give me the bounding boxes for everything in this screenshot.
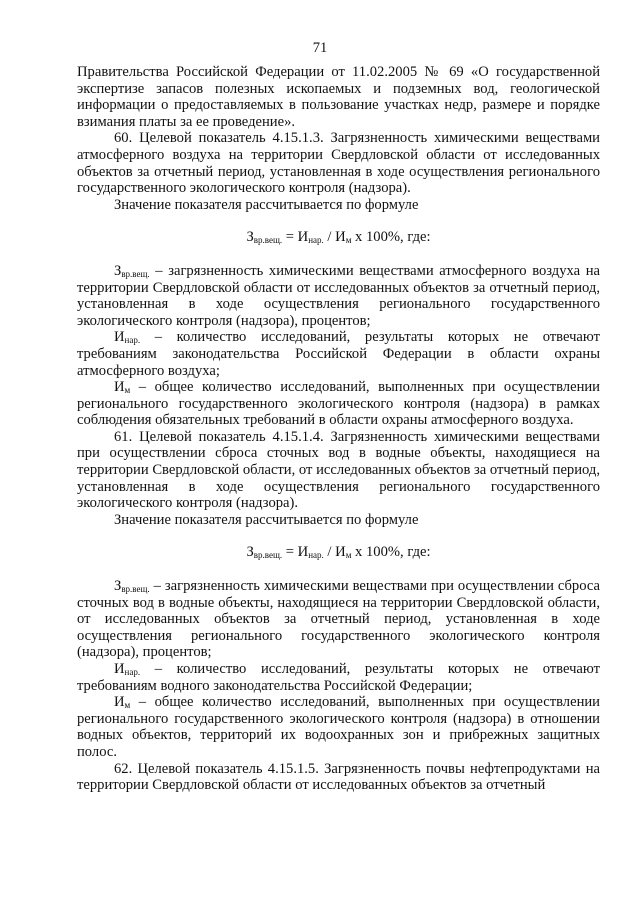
formula-61: $З_{вр.вещ.} = И_{нар.} / И_м$ х 100%, где:	[246, 544, 431, 561]
definition-i-m-water: $И_м$ – общее количество исследований, выполненных при осуществлении регионального государственного экологического контроля (надзора) в отношении водных объектов, территорий их водоохранных зон и прибрежных защитных полос.	[77, 694, 600, 760]
page-number: 71	[312, 40, 328, 56]
paragraph-62: 62. Целевой показатель 4.15.1.5. Загрязненность почвы нефтепродуктами на территории Свердловской области от исследованных объектов за отчетный	[77, 760, 600, 794]
definition-z-water: $З_{вр.вещ.}$ – загрязненность химическими веществами при осуществлении сброса сточных вод в водные объекты, находящиеся на территории Свердловской области, от исследованных объектов за отчетный период, установленная в ходе осуществления регионального государственного экологического контроля (надзора), процентов;	[77, 578, 600, 661]
paragraph-60: 60. Целевой показатель 4.15.1.3. Загрязненность химическими веществами атмосферного воздуха на территории Свердловской области от исследованных объектов за отчетный период, установленная в ходе осуществления регионального государственного экологического контроля (надзора).	[77, 130, 600, 197]
formula-intro-2: Значение показателя рассчитывается по формуле	[114, 511, 419, 528]
formula-intro: Значение показателя рассчитывается по формуле	[114, 196, 419, 213]
definition-z-air: $З_{вр.вещ.}$ – загрязненность химическими веществами атмосферного воздуха на территории Свердловской области от исследованных объектов за отчетный период, установленная в ходе осуществления регионального государственного экологического контроля (надзора), процентов;	[77, 262, 600, 329]
paragraph-continuation: Правительства Российской Федерации от 11.02.2005 № 69 «О государственной экспертизе запасов полезных ископаемых и подземных вод, геологической информации о предоставляемых в пользование участках недр, размере и порядке взимания платы за ее проведение».	[77, 64, 600, 130]
formula-60: $З_{вр.вещ.} = И_{нар.} / И_м$ х 100%, где:	[246, 229, 431, 246]
definition-i-nar-air: $И_{нар.}$ – количество исследований, результаты которых не отвечают требованиям законодательства Российской Федерации в области охраны атмосферного воздуха;	[77, 329, 600, 379]
document-body	[77, 64, 600, 794]
definition-i-nar-water: $И_{нар.}$ – количество исследований, результаты которых не отвечают требованиям водного законодательства Российской Федерации;	[77, 661, 600, 694]
paragraph-61: 61. Целевой показатель 4.15.1.4. Загрязненность химическими веществами при осуществлении сброса сточных вод в водные объекты, находящиеся на территории Свердловской области, от исследованных объектов за отчетный период, установленная в ходе осуществления регионального государственного экологического контроля (надзора).	[77, 428, 600, 512]
definition-i-m-air: $И_м$ – общее количество исследований, выполненных при осуществлении регионального государственного экологического контроля (надзора) в рамках соблюдения обязательных требований в области охраны атмосферного воздуха.	[77, 379, 600, 429]
